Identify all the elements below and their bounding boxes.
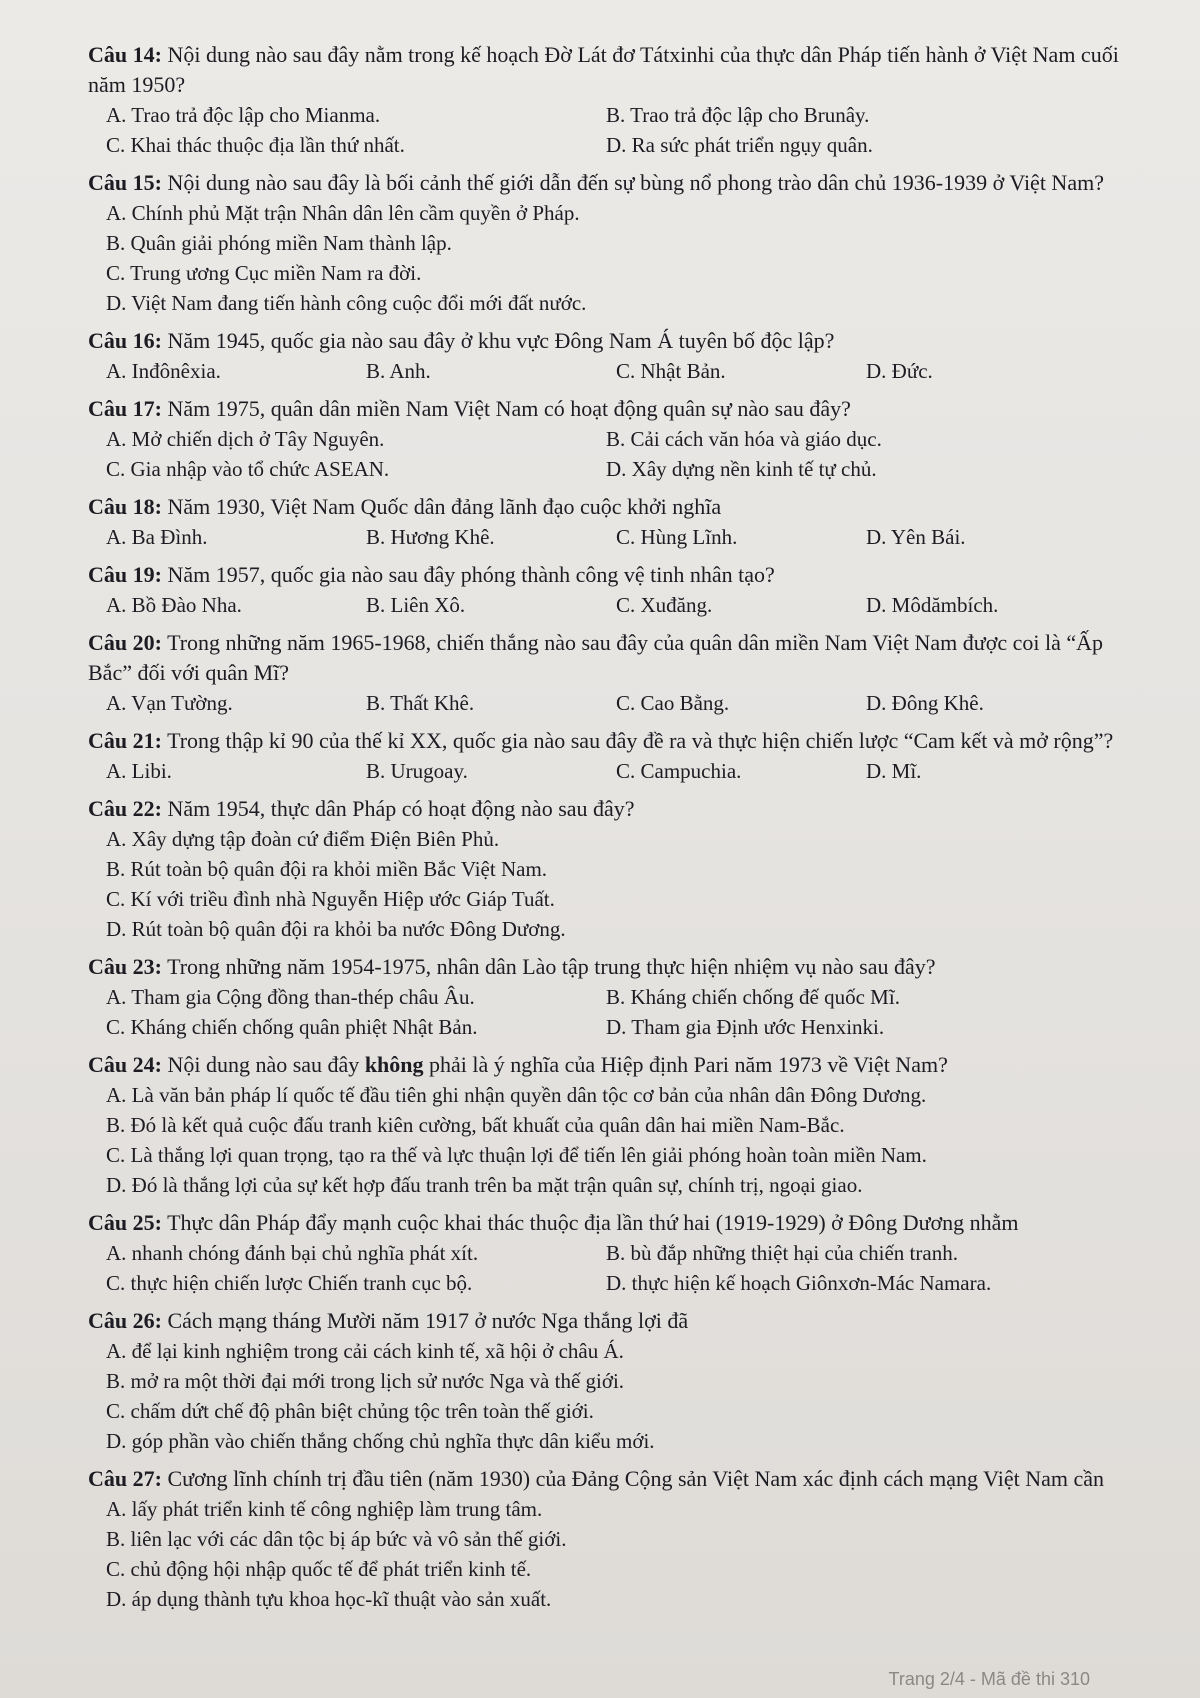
- question-block: [88, 326, 1140, 386]
- question-text-emphasis: không: [364, 1052, 424, 1077]
- question-stem: [88, 952, 1140, 982]
- question-block: [88, 794, 1140, 944]
- answer-option: B. Đó là kết quả cuộc đấu tranh kiên cường, bất khuất của quân dân hai miền Nam-Bắc.: [106, 1113, 845, 1137]
- answer-option: D. Đức.: [866, 359, 933, 383]
- question-number: Câu 19:: [88, 562, 162, 587]
- question-number: Câu 14:: [88, 42, 162, 67]
- answer-option: D. Yên Bái.: [866, 525, 966, 549]
- answer-option: B. Anh.: [366, 359, 431, 383]
- answer-option: B. Rút toàn bộ quân đội ra khỏi miền Bắc Việt Nam.: [106, 857, 548, 881]
- answer-option: B. Quân giải phóng miền Nam thành lập.: [106, 231, 452, 255]
- answer-option: D. góp phần vào chiến thắng chống chủ nghĩa thực dân kiểu mới.: [106, 1429, 655, 1453]
- question-block: [88, 492, 1140, 552]
- question-number: Câu 25:: [88, 1210, 162, 1235]
- question-block: [88, 1306, 1140, 1456]
- question-number: Câu 15:: [88, 170, 162, 195]
- answer-option: D. Việt Nam đang tiến hành công cuộc đổi mới đất nước.: [106, 291, 587, 315]
- answer-option: C. Trung ương Cục miền Nam ra đời.: [106, 261, 422, 285]
- question-text: Cách mạng tháng Mười năm 1917 ở nước Nga thắng lợi đã: [167, 1308, 689, 1333]
- question-number: Câu 23:: [88, 954, 162, 979]
- answer-options: [88, 1238, 1140, 1298]
- answer-options: [88, 522, 1140, 552]
- answer-option: A. Bồ Đào Nha.: [106, 593, 242, 617]
- question-text: Năm 1945, quốc gia nào sau đây ở khu vực Đông Nam Á tuyên bố độc lập?: [167, 328, 835, 353]
- question-text: Năm 1975, quân dân miền Nam Việt Nam có hoạt động quân sự nào sau đây?: [167, 396, 851, 421]
- answer-options: [88, 1336, 1140, 1456]
- answer-option: B. liên lạc với các dân tộc bị áp bức và vô sản thế giới.: [106, 1527, 567, 1551]
- question-text: Cương lĩnh chính trị đầu tiên (năm 1930) của Đảng Cộng sản Việt Nam xác định cách mạng Việt Nam cần: [167, 1466, 1104, 1491]
- question-number: Câu 27:: [88, 1466, 162, 1491]
- answer-option: C. Cao Bằng.: [616, 691, 730, 715]
- question-stem: [88, 726, 1140, 756]
- question-stem: [88, 492, 1140, 522]
- question-number: Câu 22:: [88, 796, 162, 821]
- answer-option: A. Inđônêxia.: [106, 359, 221, 383]
- question-text: Trong những năm 1965-1968, chiến thắng nào sau đây của quân dân miền Nam Việt Nam được coi là “Ấp Bắc” đối với quân Mĩ?: [88, 630, 1104, 685]
- answer-option: B. Hương Khê.: [366, 525, 495, 549]
- question-stem: [88, 560, 1140, 590]
- question-list: [88, 40, 1140, 1614]
- answer-options: [88, 824, 1140, 944]
- question-block: [88, 1208, 1140, 1298]
- question-text: Trong thập kỉ 90 của thế kỉ XX, quốc gia nào sau đây đề ra và thực hiện chiến lược “Cam kết và mở rộng”?: [167, 728, 1114, 753]
- answer-option: D. áp dụng thành tựu khoa học-kĩ thuật vào sản xuất.: [106, 1587, 552, 1611]
- answer-option: C. Kháng chiến chống quân phiệt Nhật Bản.: [106, 1015, 478, 1039]
- answer-option: D. thực hiện kế hoạch Giônxơn-Mác Namara.: [606, 1271, 992, 1295]
- question-text: Nội dung nào sau đây: [167, 1052, 365, 1077]
- question-block: [88, 726, 1140, 786]
- question-text: Thực dân Pháp đẩy mạnh cuộc khai thác thuộc địa lần thứ hai (1919-1929) ở Đông Dương nhằm: [167, 1210, 1019, 1235]
- answer-option: C. chấm dứt chế độ phân biệt chủng tộc trên toàn thế giới.: [106, 1399, 594, 1423]
- answer-option: C. Hùng Lĩnh.: [616, 525, 738, 549]
- question-stem: [88, 1208, 1140, 1238]
- answer-options: [88, 1080, 1140, 1200]
- answer-option: C. thực hiện chiến lược Chiến tranh cục bộ.: [106, 1271, 473, 1295]
- answer-option: A. Xây dựng tập đoàn cứ điểm Điện Biên Phủ.: [106, 827, 500, 851]
- answer-option: C. Gia nhập vào tổ chức ASEAN.: [106, 457, 390, 481]
- answer-option: A. Libi.: [106, 759, 172, 783]
- question-block: [88, 1050, 1140, 1200]
- question-stem: [88, 794, 1140, 824]
- page-footer: Trang 2/4 - Mã đề thi 310: [888, 1669, 1090, 1689]
- answer-option: C. Kí với triều đình nhà Nguyễn Hiệp ước Giáp Tuất.: [106, 887, 555, 911]
- answer-option: D. Môdămbích.: [866, 593, 999, 617]
- answer-option: D. Rút toàn bộ quân đội ra khỏi ba nước Đông Dương.: [106, 917, 566, 941]
- question-text: Năm 1957, quốc gia nào sau đây phóng thành công vệ tinh nhân tạo?: [167, 562, 775, 587]
- answer-option: A. nhanh chóng đánh bại chủ nghĩa phát xít.: [106, 1241, 479, 1265]
- question-text: Năm 1930, Việt Nam Quốc dân đảng lãnh đạo cuộc khởi nghĩa: [167, 494, 722, 519]
- question-number: Câu 17:: [88, 396, 162, 421]
- answer-option: A. Chính phủ Mặt trận Nhân dân lên cầm quyền ở Pháp.: [106, 201, 580, 225]
- question-stem: [88, 628, 1140, 688]
- question-stem: [88, 394, 1140, 424]
- answer-option: A. lấy phát triển kinh tế công nghiệp làm trung tâm.: [106, 1497, 543, 1521]
- answer-option: A. Là văn bản pháp lí quốc tế đầu tiên ghi nhận quyền dân tộc cơ bản của nhân dân Đông Dương.: [106, 1083, 927, 1107]
- answer-option: B. bù đắp những thiệt hại của chiến tranh.: [606, 1241, 958, 1265]
- answer-option: D. Mĩ.: [866, 759, 922, 783]
- answer-option: B. Liên Xô.: [366, 593, 466, 617]
- answer-option: B. mở ra một thời đại mới trong lịch sử nước Nga và thế giới.: [106, 1369, 625, 1393]
- answer-option: C. Là thắng lợi quan trọng, tạo ra thế và lực thuận lợi để tiến lên giải phóng hoàn toàn miền Nam.: [106, 1143, 927, 1167]
- answer-options: [88, 688, 1140, 718]
- answer-option: A. Mở chiến dịch ở Tây Nguyên.: [106, 427, 385, 451]
- question-number: Câu 16:: [88, 328, 162, 353]
- question-text: Nội dung nào sau đây là bối cảnh thế giới dẫn đến sự bùng nổ phong trào dân chủ 1936-1939 ở Việt Nam?: [167, 170, 1104, 195]
- question-stem: [88, 168, 1140, 198]
- answer-option: C. Xuđăng.: [616, 593, 713, 617]
- question-block: [88, 628, 1140, 718]
- question-stem: [88, 1306, 1140, 1336]
- answer-option: D. Xây dựng nền kinh tế tự chủ.: [606, 457, 877, 481]
- question-text: Trong những năm 1954-1975, nhân dân Lào tập trung thực hiện nhiệm vụ nào sau đây?: [167, 954, 936, 979]
- answer-options: [88, 100, 1140, 160]
- question-number: Câu 24:: [88, 1052, 162, 1077]
- answer-options: [88, 982, 1140, 1042]
- question-stem: [88, 1050, 1140, 1080]
- answer-option: B. Kháng chiến chống đế quốc Mĩ.: [606, 985, 900, 1009]
- answer-options: [88, 590, 1140, 620]
- answer-option: D. Tham gia Định ước Henxinki.: [606, 1015, 885, 1039]
- answer-option: A. để lại kinh nghiệm trong cải cách kinh tế, xã hội ở châu Á.: [106, 1339, 624, 1363]
- answer-option: C. Khai thác thuộc địa lần thứ nhất.: [106, 133, 405, 157]
- answer-option: C. chủ động hội nhập quốc tế để phát triển kinh tế.: [106, 1557, 532, 1581]
- question-stem: [88, 1464, 1140, 1494]
- question-block: [88, 168, 1140, 318]
- question-number: Câu 18:: [88, 494, 162, 519]
- answer-option: D. Đó là thắng lợi của sự kết hợp đấu tranh trên ba mặt trận quân sự, chính trị, ngoại giao.: [106, 1173, 863, 1197]
- answer-option: B. Thất Khê.: [366, 691, 475, 715]
- answer-option: A. Tham gia Cộng đồng than-thép châu Âu.: [106, 985, 475, 1009]
- answer-option: B. Urugoay.: [366, 759, 468, 783]
- answer-option: D. Ra sức phát triển ngụy quân.: [606, 133, 873, 157]
- question-number: Câu 26:: [88, 1308, 162, 1333]
- question-number: Câu 20:: [88, 630, 162, 655]
- question-block: [88, 1464, 1140, 1614]
- question-block: [88, 560, 1140, 620]
- question-block: [88, 40, 1140, 160]
- question-block: [88, 952, 1140, 1042]
- answer-options: [88, 424, 1140, 484]
- answer-options: [88, 756, 1140, 786]
- question-text: Nội dung nào sau đây nằm trong kế hoạch Đờ Lát đơ Tátxinhi của thực dân Pháp tiến hành ở Việt Nam cuối năm 1950?: [88, 42, 1119, 97]
- question-number: Câu 21:: [88, 728, 162, 753]
- question-block: [88, 394, 1140, 484]
- question-stem: [88, 40, 1140, 100]
- answer-option: A. Trao trả độc lập cho Mianma.: [106, 103, 381, 127]
- answer-option: A. Vạn Tường.: [106, 691, 233, 715]
- answer-options: [88, 356, 1140, 386]
- answer-option: B. Trao trả độc lập cho Brunây.: [606, 103, 870, 127]
- question-text: phải là ý nghĩa của Hiệp định Pari năm 1973 về Việt Nam?: [423, 1052, 948, 1077]
- answer-option: B. Cải cách văn hóa và giáo dục.: [606, 427, 882, 451]
- answer-options: [88, 1494, 1140, 1614]
- question-text: Năm 1954, thực dân Pháp có hoạt động nào sau đây?: [167, 796, 635, 821]
- answer-option: D. Đông Khê.: [866, 691, 984, 715]
- question-stem: [88, 326, 1140, 356]
- answer-option: A. Ba Đình.: [106, 525, 208, 549]
- answer-option: C. Nhật Bản.: [616, 359, 726, 383]
- answer-options: [88, 198, 1140, 318]
- answer-option: C. Campuchia.: [616, 759, 742, 783]
